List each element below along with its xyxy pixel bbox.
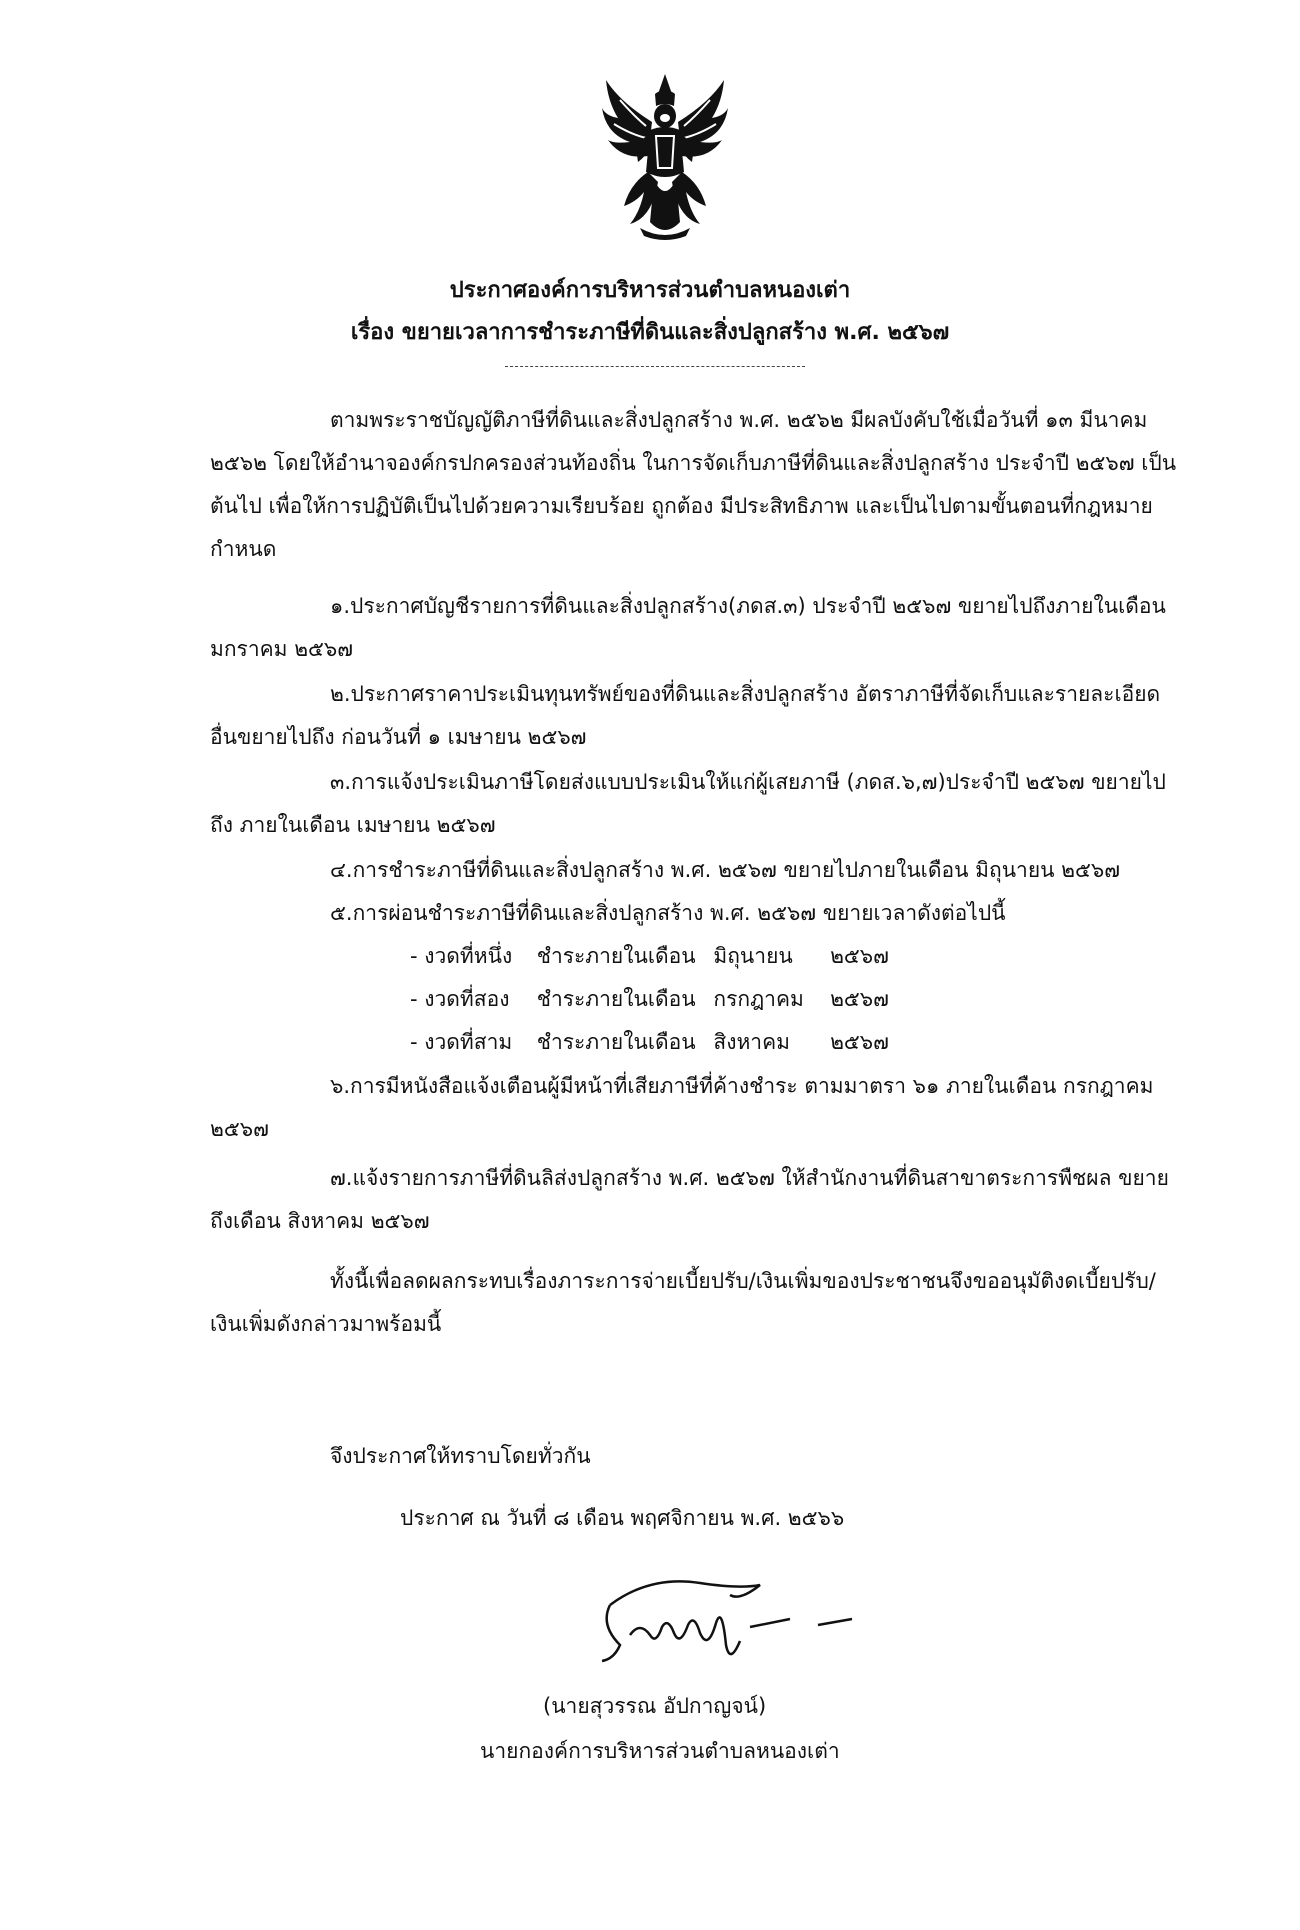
- announce-text: จึงประกาศให้ทราบโดยทั่วกัน: [330, 1444, 591, 1468]
- signatory-position: นายกองค์การบริหารส่วนตำบลหนองเต่า: [480, 1739, 840, 1763]
- item-7-line-1: ๗.แจ้งรายการภาษีที่ดินลิส่งปลูกสร้าง พ.ศ. ๒๕๖๗ ให้สำนักงานที่ดินสาขาตระการพืชผล ขยาย: [330, 1166, 1169, 1190]
- item-6-line-2: ๒๕๖๗: [210, 1117, 269, 1141]
- installment-pay: ชำระภายในเดือน: [536, 987, 696, 1011]
- intro-line-2: ๒๕๖๒ โดยให้อำนาจองค์กรปกครองส่วนท้องถิ่น ในการจัดเก็บภาษีที่ดินและสิ่งปลูกสร้าง ประจำปี ๒๕๖๗ เป็น: [210, 451, 1177, 475]
- signatory-name: (นายสุวรรณ อัปกาญจน์): [543, 1694, 767, 1718]
- intro-line-1: ตามพระราชบัญญัติภาษีที่ดินและสิ่งปลูกสร้าง พ.ศ. ๒๕๖๒ มีผลบังคับใช้เมื่อวันที่ ๑๓ มีนาคม: [330, 408, 1148, 432]
- item-6-line-1: ๖.การมีหนังสือแจ้งเตือนผู้มีหน้าที่เสียภาษีที่ค้างชำระ ตามมาตรา ๖๑ ภายในเดือน กรกฎาคม: [330, 1074, 1154, 1098]
- announcement-subject: เรื่อง ขยายเวลาการชำระภาษีที่ดินและสิ่งปลูกสร้าง พ.ศ. ๒๕๖๗: [350, 320, 950, 345]
- intro-line-4: กำหนด: [210, 537, 277, 561]
- installment-label: - งวดที่สอง: [410, 987, 510, 1011]
- garuda-emblem-icon: [600, 72, 730, 242]
- divider: [505, 366, 805, 367]
- signature-image: [590, 1565, 890, 1675]
- installment-row: [410, 983, 889, 1016]
- installment-year: ๒๕๖๗: [830, 987, 889, 1011]
- closing-line-2: เงินเพิ่มดังกล่าวมาพร้อมนี้: [210, 1312, 442, 1336]
- intro-line-3: ต้นไป เพื่อให้การปฏิบัติเป็นไปด้วยความเรียบร้อย ถูกต้อง มีประสิทธิภาพ และเป็นไปตามขั้นตอนที่กฎหมาย: [210, 494, 1153, 518]
- installment-month: สิงหาคม: [713, 1030, 790, 1054]
- installment-month: มิถุนายน: [713, 944, 793, 968]
- announce-date: ประกาศ ณ วันที่ ๘ เดือน พฤศจิกายน พ.ศ. ๒๕๖๖: [400, 1506, 845, 1530]
- item-5: ๕.การผ่อนชำระภาษีที่ดินและสิ่งปลูกสร้าง พ.ศ. ๒๕๖๗ ขยายเวลาดังต่อไปนี้: [330, 901, 1006, 925]
- installment-year: ๒๕๖๗: [830, 944, 889, 968]
- item-2-line-1: ๒.ประกาศราคาประเมินทุนทรัพย์ของที่ดินและสิ่งปลูกสร้าง อัตราภาษีที่จัดเก็บและรายละเอียด: [330, 682, 1161, 706]
- installment-pay: ชำระภายในเดือน: [536, 1030, 696, 1054]
- announcement-title: ประกาศองค์การบริหารส่วนตำบลหนองเต่า: [449, 278, 851, 303]
- item-1-line-1: ๑.ประกาศบัญชีรายการที่ดินและสิ่งปลูกสร้าง(ภดส.๓) ประจำปี ๒๕๖๗ ขยายไปถึงภายในเดือน: [330, 594, 1166, 618]
- installment-month: กรกฎาคม: [713, 987, 804, 1011]
- installment-row: [410, 1026, 889, 1059]
- installment-pay: ชำระภายในเดือน: [536, 944, 696, 968]
- item-3-line-2: ถึง ภายในเดือน เมษายน ๒๕๖๗: [210, 813, 496, 837]
- item-1-line-2: มกราคม ๒๕๖๗: [210, 637, 354, 661]
- closing-line-1: ทั้งนี้เพื่อลดผลกระทบเรื่องภาระการจ่ายเบี้ยปรับ/เงินเพิ่มของประชาชนจึงขออนุมัติงดเบี้ยปรับ/: [330, 1269, 1156, 1293]
- installment-label: - งวดที่หนึ่ง: [410, 944, 513, 968]
- item-3-line-1: ๓.การแจ้งประเมินภาษีโดยส่งแบบประเมินให้แก่ผู้เสยภาษี (ภดส.๖,๗)ประจำปี ๒๕๖๗ ขยายไป: [330, 770, 1166, 794]
- item-4: ๔.การชำระภาษีที่ดินและสิ่งปลูกสร้าง พ.ศ. ๒๕๖๗ ขยายไปภายในเดือน มิถุนายน ๒๕๖๗: [330, 858, 1121, 882]
- installment-label: - งวดที่สาม: [410, 1030, 513, 1054]
- item-7-line-2: ถึงเดือน สิงหาคม ๒๕๖๗: [210, 1209, 430, 1233]
- item-2-line-2: อื่นขยายไปถึง ก่อนวันที่ ๑ เมษายน ๒๕๖๗: [210, 725, 587, 749]
- installment-row: [410, 940, 889, 973]
- installment-year: ๒๕๖๗: [830, 1030, 889, 1054]
